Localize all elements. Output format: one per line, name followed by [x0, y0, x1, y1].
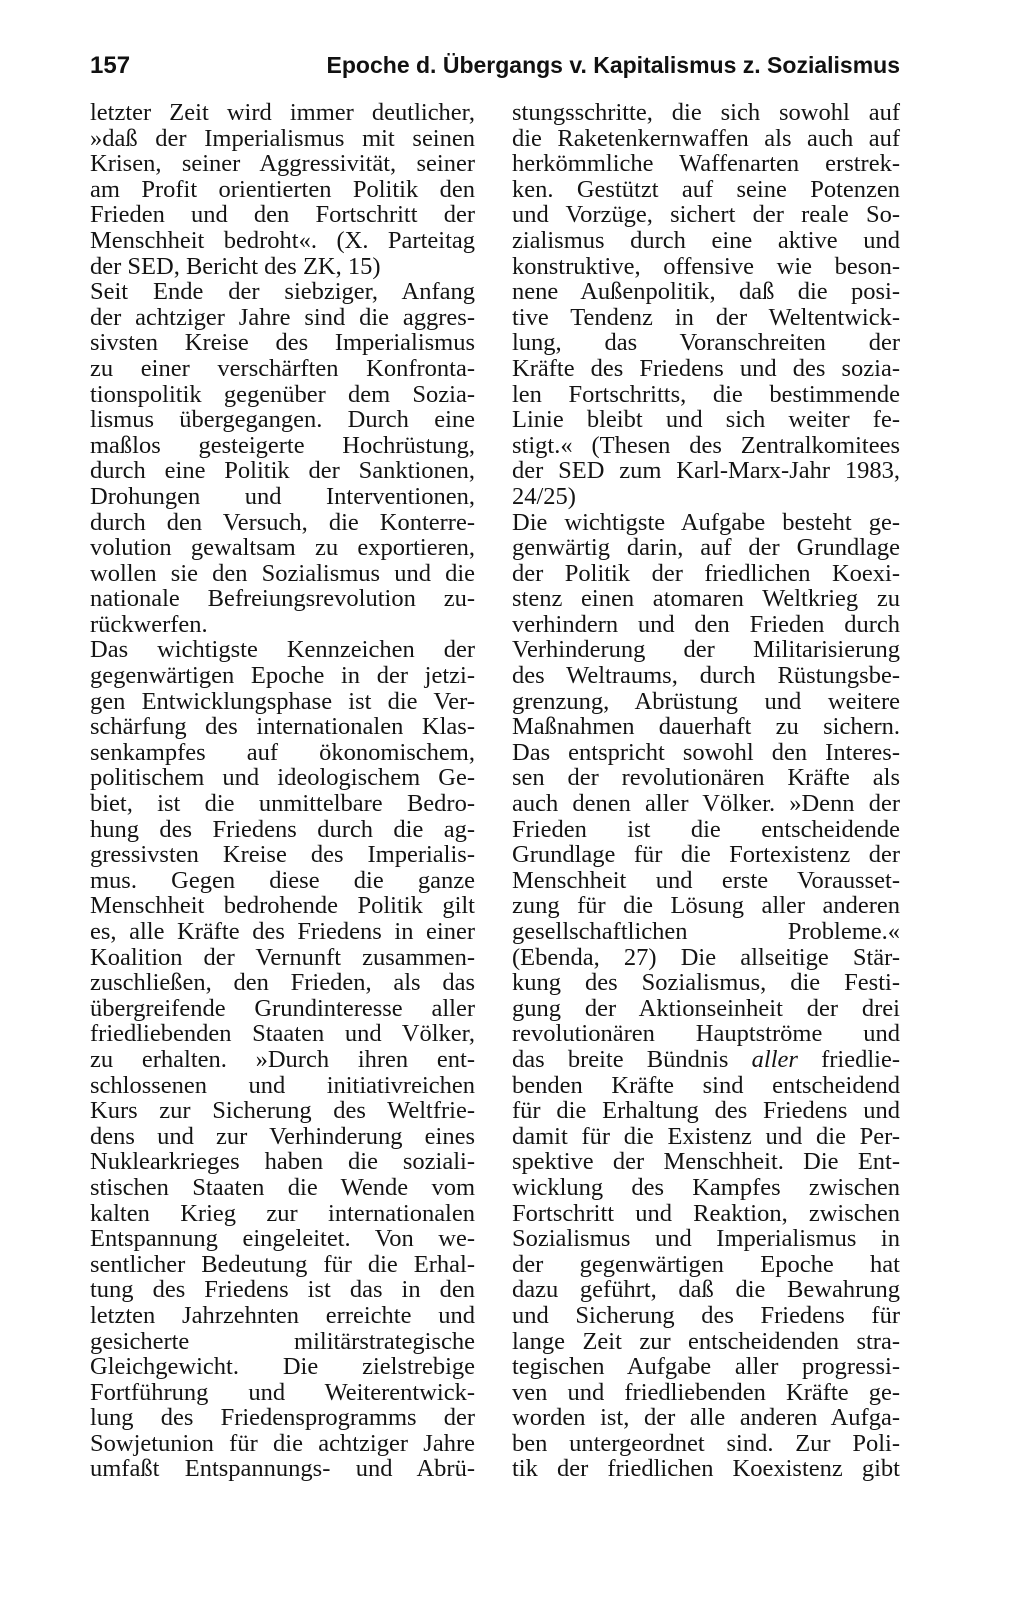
- text-line: und Vorzüge, sichert der reale So-: [512, 201, 900, 229]
- text-line: Das entspricht sowohl den Interes-: [512, 738, 900, 766]
- text-line: die Raketenkernwaffen als auch auf: [512, 124, 900, 152]
- text-line: benden Kräfte sind entscheidend: [512, 1071, 900, 1099]
- text-line: zialismus durch eine aktive und: [512, 226, 900, 254]
- text-line: grenzung, Abrüstung und weitere: [512, 687, 900, 715]
- text-line: durch eine Politik der Sanktionen,: [90, 457, 475, 485]
- text-line: dens und zur Verhinderung eines: [90, 1122, 475, 1150]
- text-line: schlossenen und initiativreichen: [90, 1071, 475, 1099]
- text-line: nationale Befreiungsrevolution zu-: [90, 585, 475, 613]
- text-line: ben untergeordnet sind. Zur Poli-: [512, 1429, 900, 1457]
- text-line: senkampfes auf ökonomischem,: [90, 738, 475, 766]
- text-line: politischem und ideologischem Ge-: [90, 764, 475, 792]
- text-line: biet, ist die unmittelbare Bedro-: [90, 790, 475, 818]
- text-line: es, alle Kräfte des Friedens in einer: [90, 918, 475, 945]
- text-line: Maßnahmen dauerhaft zu sichern.: [512, 713, 900, 741]
- text-line: worden ist, der alle anderen Aufga-: [512, 1404, 900, 1432]
- text-line: nene Außenpolitik, daß die posi-: [512, 278, 900, 306]
- text-line: lismus übergegangen. Durch eine: [90, 406, 475, 434]
- text-line: Grundlage für die Fortexistenz der: [512, 841, 900, 869]
- text-line: rückwerfen.: [90, 610, 208, 638]
- text-line: stenz einen atomaren Weltkrieg zu: [512, 585, 900, 613]
- text-line: lung, das Voranschreiten der: [512, 329, 900, 357]
- text-line: Fortschritt und Reaktion, zwischen: [512, 1199, 900, 1227]
- text-line: schärfung des internationalen Klas-: [90, 713, 475, 741]
- text-line: Menschheit und erste Vorausset-: [512, 866, 900, 894]
- text-line: übergreifende Grundinteresse aller: [90, 994, 475, 1022]
- page-number: 157: [90, 52, 131, 79]
- text-line: gegenwärtigen Epoche in der jetzi-: [90, 662, 475, 690]
- text-line: gung der Aktionseinheit der drei: [512, 994, 900, 1022]
- text-line: Frieden und den Fortschritt der: [90, 201, 475, 229]
- text-line: der SED zum Karl-Marx-Jahr 1983,: [512, 457, 900, 485]
- text-line: spektive der Menschheit. Die Ent-: [512, 1148, 900, 1176]
- text-line: stigt.« (Thesen des Zentralkomitees: [512, 431, 900, 459]
- text-line: Krisen, seiner Aggressivität, seiner: [90, 150, 475, 178]
- text-line: maßlos gesteigerte Hochrüstung,: [90, 431, 475, 459]
- text-line: ven und friedliebenden Kräfte ge-: [512, 1378, 900, 1406]
- text-line: friedliebenden Staaten und Völker,: [90, 1020, 475, 1048]
- text-line: zu einer verschärften Konfronta-: [90, 354, 475, 382]
- text-line: genwärtig darin, auf der Grundlage: [512, 534, 900, 562]
- text-line: volution gewaltsam zu exportieren,: [90, 534, 475, 562]
- text-line: lung des Friedensprogramms der: [90, 1404, 475, 1432]
- text-line: durch den Versuch, die Konterre-: [90, 508, 475, 536]
- text-fragment: das breite Bündnis: [512, 1045, 729, 1073]
- text-line: Sozialismus und Imperialismus in: [512, 1225, 900, 1253]
- text-line: Entspannung eingeleitet. Von we-: [90, 1225, 475, 1253]
- text-line: gressivsten Kreise des Imperialis-: [90, 841, 475, 869]
- text-line: sentlicher Bedeutung für die Erhal-: [90, 1250, 475, 1278]
- text-line: verhindern und den Frieden durch: [512, 610, 900, 638]
- text-line: Sowjetunion für die achtziger Jahre: [90, 1429, 475, 1457]
- text-line: sen der revolutionären Kräfte als: [512, 764, 900, 792]
- text-line: der SED, Bericht des ZK, 15): [90, 252, 381, 280]
- text-line: Kurs zur Sicherung des Weltfrie-: [90, 1097, 475, 1125]
- text-line: tive Tendenz in der Weltentwick-: [512, 303, 900, 331]
- text-line: umfaßt Entspannungs- und Abrü-: [90, 1455, 475, 1483]
- text-line: Fortführung und Weiterentwick-: [90, 1378, 475, 1406]
- text-line: tegischen Aufgabe aller progressi-: [512, 1353, 900, 1381]
- text-line: sivsten Kreise des Imperialismus: [90, 329, 475, 357]
- text-line: konstruktive, offensive wie beson-: [512, 252, 900, 280]
- text-line: zu erhalten. »Durch ihren ent-: [90, 1045, 475, 1073]
- emphasized-word: aller: [751, 1045, 798, 1073]
- text-line: letzter Zeit wird immer deutlicher,: [90, 99, 475, 126]
- text-line: tik der friedlichen Koexistenz gibt: [512, 1455, 900, 1483]
- text-line: wicklung des Kampfes zwischen: [512, 1173, 900, 1201]
- text-line: tung des Friedens ist das in den: [90, 1276, 475, 1304]
- text-line: Nuklearkrieges haben die soziali-: [90, 1148, 475, 1176]
- text-line: stungsschritte, die sich sowohl auf: [512, 99, 900, 126]
- text-line: Gleichgewicht. Die zielstrebige: [90, 1353, 475, 1381]
- text-line: der Politik der friedlichen Koexi-: [512, 559, 900, 587]
- text-line: stischen Staaten die Wende vom: [90, 1173, 475, 1201]
- text-line: hung des Friedens durch die ag-: [90, 815, 475, 843]
- text-line: Linie bleibt und sich weiter fe-: [512, 406, 900, 434]
- text-line: (Ebenda, 27) Die allseitige Stär-: [512, 943, 900, 971]
- text-line: dazu geführt, daß die Bewahrung: [512, 1276, 900, 1304]
- text-line: kung des Sozialismus, die Festi-: [512, 969, 900, 997]
- text-line: 24/25): [512, 482, 576, 510]
- text-line: tionspolitik gegenüber dem Sozia-: [90, 380, 475, 408]
- text-line: am Profit orientierten Politik den: [90, 175, 475, 203]
- text-line: Menschheit bedroht«. (X. Parteitag: [90, 226, 475, 254]
- text-line: gen Entwicklungsphase ist die Ver-: [90, 687, 475, 715]
- text-line: Menschheit bedrohende Politik gilt: [90, 892, 475, 920]
- text-line: mus. Gegen diese die ganze: [90, 866, 475, 894]
- text-line: Koalition der Vernunft zusammen-: [90, 943, 475, 971]
- text-line: Verhinderung der Militarisierung: [512, 636, 900, 664]
- text-line: für die Erhaltung des Friedens und: [512, 1097, 900, 1125]
- text-line: und Sicherung des Friedens für: [512, 1301, 900, 1329]
- text-line: Seit Ende der siebziger, Anfang: [90, 278, 475, 306]
- text-line: des Weltraums, durch Rüstungsbe-: [512, 662, 900, 690]
- text-line: ken. Gestützt auf seine Potenzen: [512, 175, 900, 203]
- text-line: Drohungen und Interventionen,: [90, 482, 475, 510]
- text-line: kalten Krieg zur internationalen: [90, 1199, 475, 1227]
- text-line-with-emphasis: [512, 1047, 900, 1073]
- text-line: der gegenwärtigen Epoche hat: [512, 1250, 900, 1278]
- text-line: »daß der Imperialismus mit seinen: [90, 124, 475, 152]
- left-column: [90, 100, 475, 1482]
- page-header: [90, 52, 900, 92]
- text-line: zung für die Lösung aller anderen: [512, 892, 900, 920]
- text-line: len Fortschritts, die bestimmende: [512, 380, 900, 408]
- text-line: zuschließen, den Frieden, als das: [90, 969, 475, 997]
- text-line: gesicherte militärstrategische: [90, 1327, 475, 1355]
- text-line: Frieden ist die entscheidende: [512, 815, 900, 843]
- text-line: gesellschaftlichen Probleme.«: [512, 918, 900, 945]
- running-head: Epoche d. Übergangs v. Kapitalismus z. Sozialismus: [326, 52, 900, 78]
- text-line: lange Zeit zur entscheidenden stra-: [512, 1327, 900, 1355]
- text-line: der achtziger Jahre sind die aggres-: [90, 303, 475, 331]
- right-column: [512, 100, 900, 1482]
- text-line: Die wichtigste Aufgabe besteht ge-: [512, 508, 900, 536]
- text-line: Kräfte des Friedens und des sozia-: [512, 354, 900, 382]
- text-line: letzten Jahrzehnten erreichte und: [90, 1301, 475, 1329]
- text-line: Das wichtigste Kennzeichen der: [90, 636, 475, 664]
- text-line: revolutionären Hauptströme und: [512, 1020, 900, 1048]
- text-fragment: friedlie-: [821, 1045, 900, 1073]
- text-line: wollen sie den Sozialismus und die: [90, 559, 475, 587]
- text-line: damit für die Existenz und die Per-: [512, 1122, 900, 1150]
- text-line: auch denen aller Völker. »Denn der: [512, 790, 900, 818]
- text-line: herkömmliche Waffenarten erstrek-: [512, 150, 900, 178]
